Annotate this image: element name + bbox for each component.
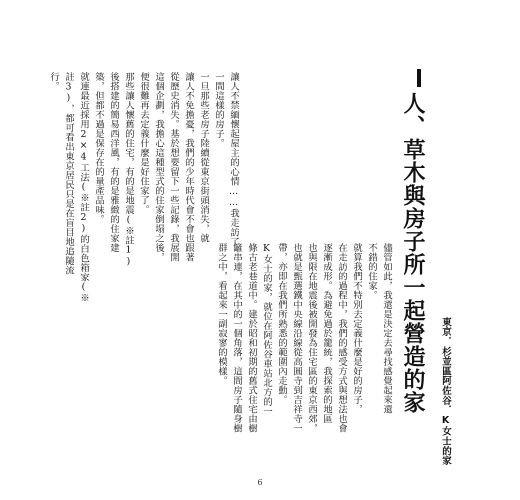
page-subtitle: 東京．杉並區阿佐谷．K女士的家 [440,317,451,466]
title-accent-bar [417,69,421,87]
page-title: 人、草木與房子所一起營造的家 [400,92,426,414]
body-text-block-left: 讓人不禁緬懷起屋主的心情……我走訪了 一間這樣的房子。 一旦那些老房子陸續從東京街頭消失，就 讓人不免擔憂，我們的少年時代會不會也跟著 從歷史消失。基於想要留下一些記錄，我展開 這個企劃，我擔心這種型式的住家倒塌之後， 便很難再去定義什麼是好住家了。 那些讓人懷舊的住宅，有的是地震(※註1) 後搭建的簡易西洋風，有的是雅緻的住家建 築，但都不過是保存在的量產品味。 就連最近採用2×4工法(※註2)的白色箱家(※ 註3)，都可看出東京居民只是在盲目地追隨流 行。 [48,72,239,303]
page-number: 6 [257,478,263,487]
body-text-block-right: 儘管如此，我還是決定去尋找感覺起來還 不錯的住家。 就算我們不特別去定義什麼是好的房子， 在走訪的過程中，我們的感受方式與想法也會 逐漸成形。為避免過於籠統，我探索的地區 也與限在地震後被開發為住宅區的東京西郊， 也就是甄選鐵中央線沿線從高圓寺到吉祥寺一 帶，亦即在我們所熟悉的範圍內走動。 K女士的家，就位在阿佐谷車站北方的一 條古老巷道中。建於昭和初期的舊式住宅由樹 籬串連，在其中的一個角落，這間房子隨身樹 群之中，看起來一副寂寥的模樣。 [216,243,392,433]
